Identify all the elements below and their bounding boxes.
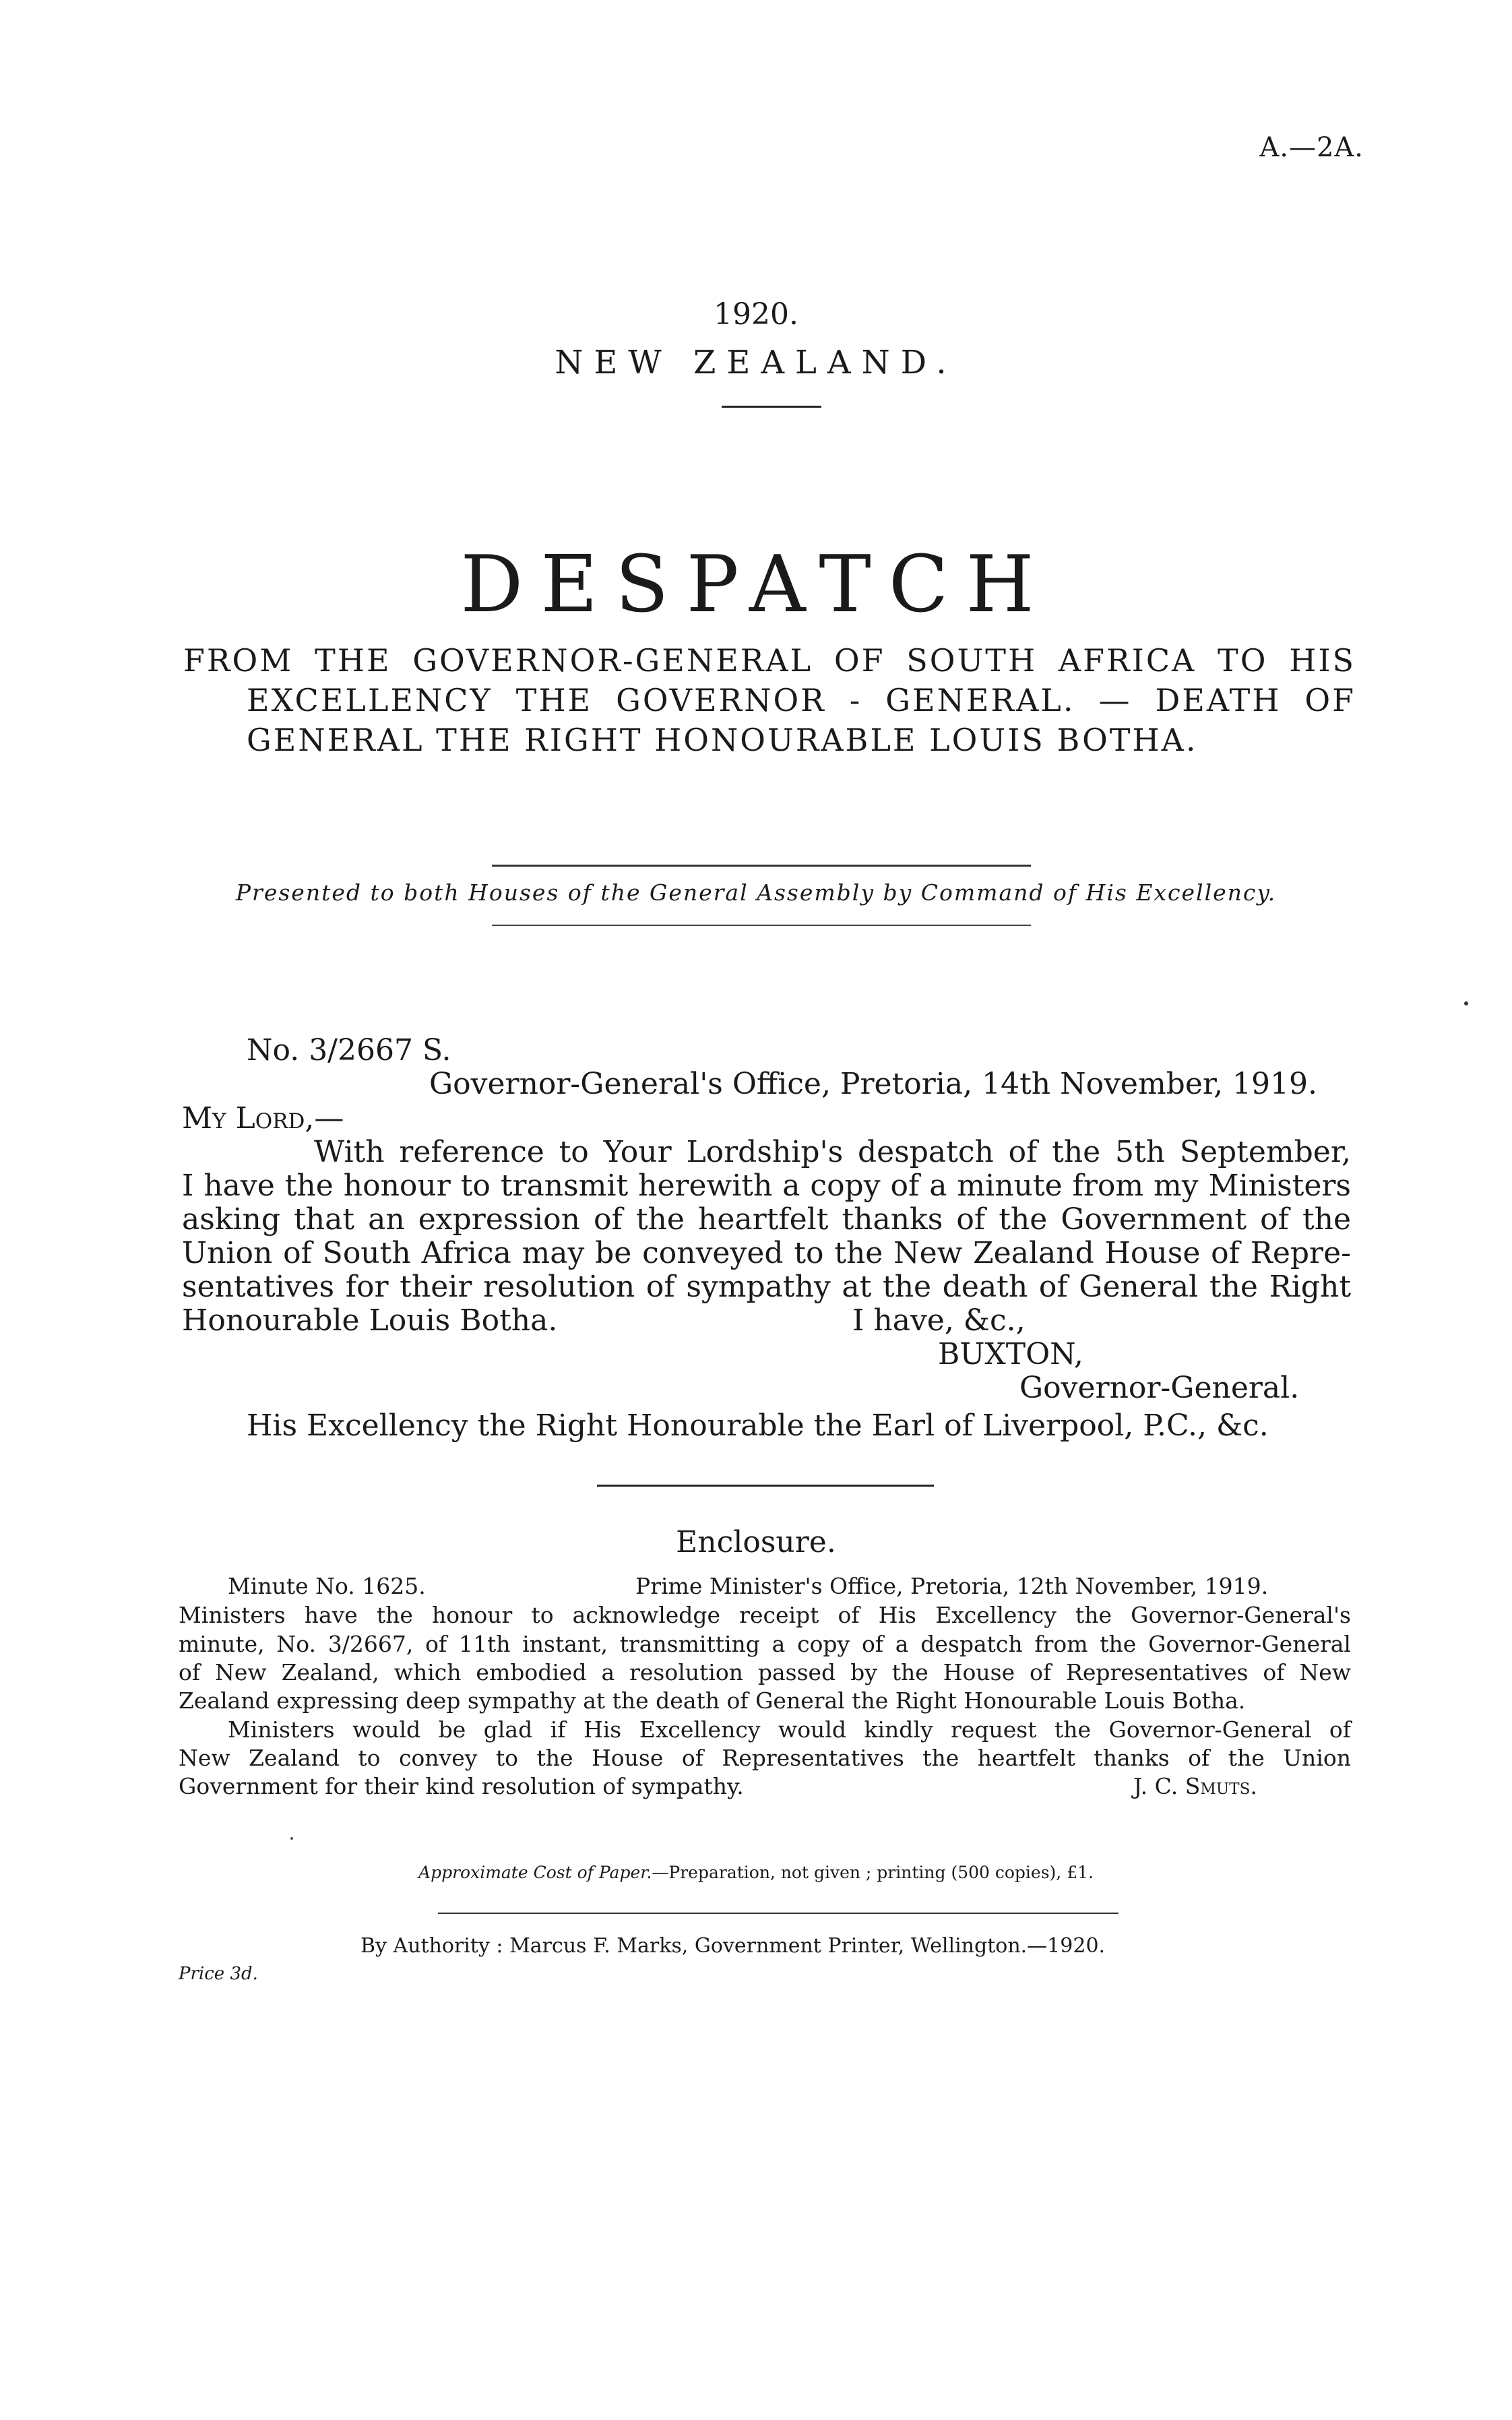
enclosure-heading: Enclosure. <box>676 1525 836 1559</box>
presented-note: Presented to both Houses of the General Assembly by Command of His Excellency. <box>235 879 1277 906</box>
subtitle-line-2: EXCELLENCY THE GOVERNOR - GENERAL. — DEATH OF <box>247 682 1356 718</box>
enclosure-line: of New Zealand, which embodied a resolution passed by the House of Representatives of New <box>179 1659 1351 1685</box>
signature-name: BUXTON, <box>938 1337 1083 1371</box>
letter-body-line: Honourable Louis Botha. <box>182 1303 558 1338</box>
salutation: My Lord,— <box>182 1101 344 1136</box>
document-title: DESPATCH <box>460 539 1052 630</box>
enclosure-line: Government for their kind resolution of sympathy. <box>179 1773 744 1799</box>
enclosure-line: minute, No. 3/2667, of 11th instant, transmitting a copy of a despatch from the Governor-General <box>179 1631 1351 1657</box>
divider-bottom <box>492 925 1031 926</box>
cost-label: Approximate Cost of Paper. <box>418 1863 652 1882</box>
letter-body-line: sentatives for their resolution of sympathy at the death of General the Right <box>182 1270 1351 1304</box>
enclosure-signatory: J. C. Smuts. <box>1133 1773 1257 1799</box>
cost-note <box>0 1863 1512 1882</box>
subtitle-line-1: FROM THE GOVERNOR-GENERAL OF SOUTH AFRICA TO HIS <box>183 642 1356 679</box>
addressee: His Excellency the Right Honourable the Earl of Liverpool, P.C., &c. <box>247 1408 1269 1443</box>
letter-body-line: asking that an expression of the heartfelt thanks of the Government of the <box>182 1202 1351 1237</box>
divider-top <box>492 865 1031 867</box>
despatch-number: No. 3/2667 S. <box>247 1033 451 1067</box>
minute-number: Minute No. 1625. <box>228 1573 426 1599</box>
subtitle-line-3: GENERAL THE RIGHT HONOURABLE LOUIS BOTHA. <box>247 722 1198 758</box>
year: 1920. <box>714 297 798 332</box>
enclosure-line: Zealand expressing deep sympathy at the death of General the Right Honourable Louis Botha. <box>179 1687 1246 1714</box>
printer-imprint: By Authority : Marcus F. Marks, Government Printer, Wellington.—1920. <box>360 1934 1106 1958</box>
letter-closing: I have, &c., <box>852 1303 1026 1338</box>
divider-short <box>722 406 821 408</box>
price: Price 3d. <box>179 1964 258 1984</box>
divider-footer <box>438 1913 1119 1914</box>
cost-detail: —Preparation, not given ; printing (500 copies), £1. <box>652 1863 1094 1882</box>
enclosure-line: New Zealand to convey to the House of Representatives the heartfelt thanks of the Union <box>179 1745 1351 1771</box>
letter-body-line: I have the honour to transmit herewith a copy of a minute from my Ministers <box>182 1169 1351 1203</box>
print-speck <box>1464 1001 1468 1005</box>
enclosure-office-date: Prime Minister's Office, Pretoria, 12th November, 1919. <box>635 1573 1269 1599</box>
letter-body-line: Union of South Africa may be conveyed to the New Zealand House of Repre- <box>182 1236 1351 1270</box>
letter-office-date: Governor-General's Office, Pretoria, 14th November, 1919. <box>429 1067 1318 1101</box>
paper-reference: A.—2A. <box>1259 132 1364 163</box>
country-heading: NEW ZEALAND. <box>555 344 957 381</box>
print-speck <box>290 1837 293 1840</box>
signature-title: Governor-General. <box>1019 1371 1300 1405</box>
enclosure-line: Ministers would be glad if His Excellency would kindly request the Governor-General of <box>228 1716 1351 1743</box>
enclosure-line: Ministers have the honour to acknowledge receipt of His Excellency the Governor-General's <box>179 1602 1351 1628</box>
divider-middle <box>597 1485 934 1487</box>
letter-body-line: With reference to Your Lordship's despatch of the 5th September, <box>314 1135 1351 1169</box>
